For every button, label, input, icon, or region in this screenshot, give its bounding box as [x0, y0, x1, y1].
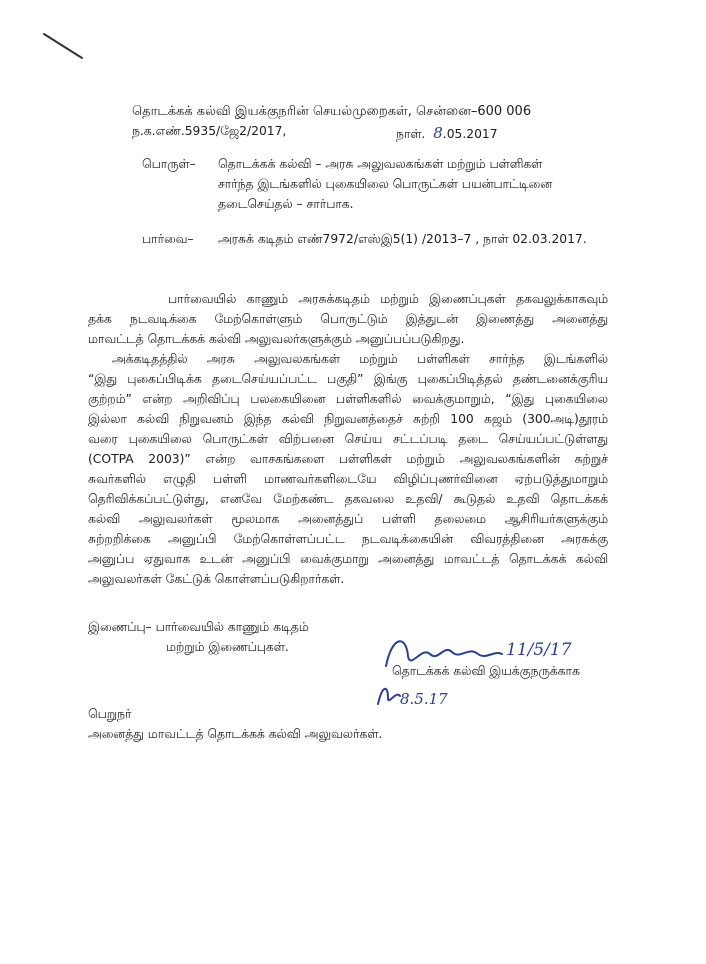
recipient-label: பெறுநர்: [88, 707, 132, 721]
subject-label: பொருள்–: [142, 157, 196, 171]
para2-line-8: தெரிவிக்கப்பட்டுள்து, எனவே மேற்கண்ட தகவலை உதவி/ கூடுதல் உதவி தொடக்கக்: [88, 492, 608, 506]
signature-date-handwritten: 11/5/17: [506, 640, 572, 660]
para2-line-5: வரை புகையிலை பொருட்கள் விற்பனை செய்ய சட்டப்படி தடை செய்யப்பட்டுள்ளது: [88, 432, 608, 446]
para2-line-2: “இது புகைப்பிடிக்க தடைசெய்யப்பட்ட பகுதி” இங்கு புகைப்பிடித்தல் தண்டனைக்குரிய: [88, 372, 608, 386]
enclosure-label: இணைப்பு– பார்வையில் காணும் கடிதம்: [88, 620, 309, 634]
enclosure-line-2: மற்றும் இணைப்புகள்.: [166, 640, 289, 654]
para2-line-12: அலுவலர்கள் கேட்டுக் கொள்ளப்படுகிறார்கள்.: [88, 572, 345, 586]
para1-line-2: தக்க நடவடிக்கை மேற்கொள்ளும் பொருட்டும் இத்துடன் இணைத்து அனைத்து: [88, 312, 608, 326]
para2-line-1: அக்கடிதத்தில் அரசு அலுவலகங்கள் மற்றும் பள்ளிகள் சார்ந்த இடங்களில்: [112, 352, 608, 366]
subject-line-2: சார்ந்த இடங்களில் புகையிலை பொருட்கள் பயன்பாட்டினை: [218, 177, 553, 191]
para2-line-9: கல்வி அலுவலர்கள் மூலமாக அனைத்துப் பள்ளி தலைமை ஆசிரியர்களுக்கும்: [88, 512, 608, 526]
office-heading: தொடக்கக் கல்வி இயக்குநரின் செயல்முறைகள், சென்னை–600 006: [132, 104, 532, 119]
para2-line-4: இல்லா கல்வி நிறுவனம் இந்த கல்வி நிறுவனத்தைச் சுற்றி 100 கஜம் (300அடி)தூரம்: [88, 412, 608, 426]
date-label: நாள்.: [396, 127, 426, 141]
pen-stroke-mark: [40, 28, 86, 64]
subject-line-1: தொடக்கக் கல்வி – அரசு அலுவலகங்கள் மற்றும் பள்ளிகள்: [218, 157, 543, 171]
date-day-handwritten: 8: [433, 124, 443, 142]
signature-designation: தொடக்கக் கல்வி இயக்குநருக்காக: [392, 664, 580, 678]
para1-line-1: பார்வையில் காணும் அரசுக்கடிதம் மற்றும் இணைப்புகள் தகவலுக்காகவும்: [168, 292, 608, 306]
reference-label: பார்வை–: [142, 232, 194, 246]
para2-line-11: அனுப்ப ஏதுவாக உடன் அனுப்பி வைக்குமாறு அனைத்து மாவட்டத் தொடக்கக் கல்வி: [88, 552, 608, 566]
reference-text: அரசுக் கடிதம் எண்7972/எஸ்இ5(1) /2013–7 , நாள் 02.03.2017.: [218, 232, 587, 246]
subject-line-3: தடைசெய்தல் – சார்பாக.: [218, 197, 354, 211]
para2-line-7: சுவர்களில் எழுதி பள்ளி மாணவர்களிடையே விழிப்புணர்வினை ஏற்படுத்துமாறும்: [88, 472, 608, 486]
reference-number: ந.க.எண்.5935/ஜே2/2017,: [132, 124, 287, 138]
recipient-text: அனைத்து மாவட்டத் தொடக்கக் கல்வி அலுவலர்கள்.: [88, 727, 383, 741]
para2-line-3: குற்றம்” என்ற அறிவிப்பு பலகையினை பள்ளிகளில் வைக்குமாறும், “இது புகையிலை: [88, 392, 608, 406]
para1-line-3: மாவட்டத் தொடக்கக் கல்வி அலுவலர்களுக்கும் அனுப்பப்படுகிறது.: [88, 332, 465, 346]
date-rest: .05.2017: [442, 127, 498, 141]
para2-line-10: சுற்றறிக்கை அனுப்பி மேற்கொள்ளப்பட்ட நடவடிக்கையின் விவரத்தினை அரசுக்கு: [88, 532, 608, 546]
initial-date-handwritten: 8.5.17: [400, 690, 448, 708]
para2-line-6: (COTPA 2003)” என்ற வாசகங்களை பள்ளிகள் மற்றும் அலுவலகங்களின் சுற்றுச்: [88, 452, 608, 466]
date-line: [396, 124, 498, 143]
